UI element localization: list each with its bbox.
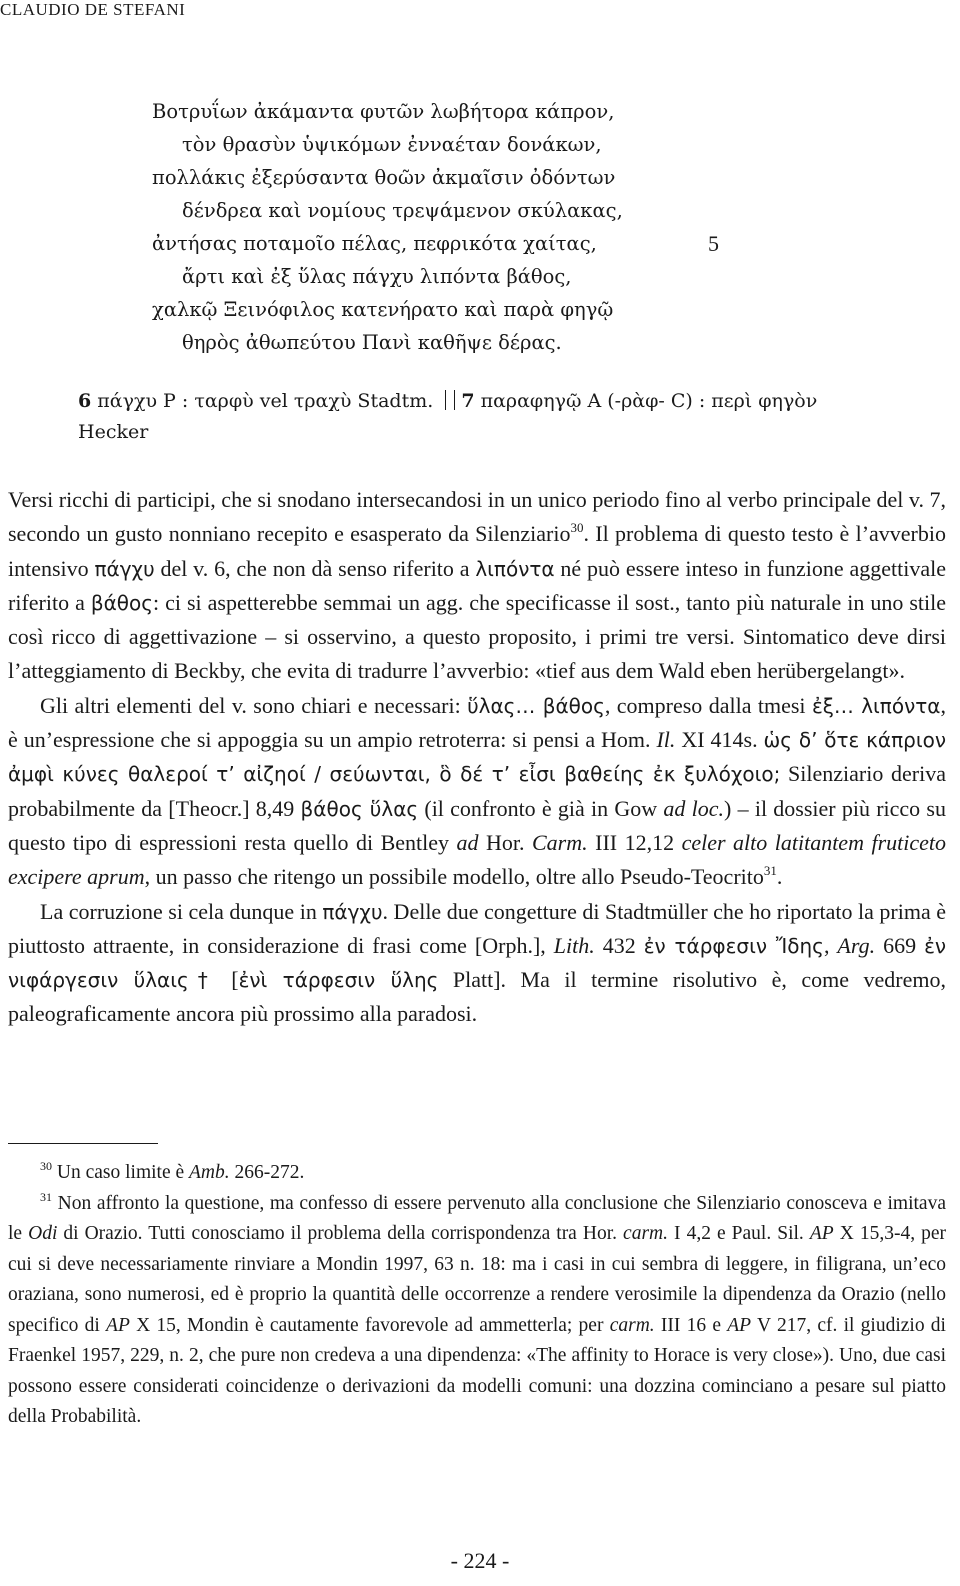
footnote-ref-31[interactable]: 31	[763, 863, 777, 879]
greek-word: βάθος	[90, 590, 154, 615]
greek-phrase: βάθος ὕλας	[300, 796, 419, 821]
greek-word: πάγχυ	[322, 899, 383, 924]
italic-citation: ad loc.	[663, 795, 725, 821]
greek-phrase: ὕλας… βάθος	[467, 693, 605, 718]
italic-citation: Amb.	[189, 1162, 230, 1183]
greek-quotation: ὡς δ’ ὅτε κάπριον ἀμφὶ κύνες θαλεροί τ’ αἰζηοί / σεύωνται, ὃ δέ τ’ εἶσι βαθείης ἐκ ξυλόχοιο;	[8, 728, 946, 787]
text-run: III 12,12	[587, 829, 682, 855]
page-number: - 224 -	[450, 1548, 510, 1573]
text-run: XI 414s.	[675, 727, 764, 753]
text-run: di Orazio. Tutti conosciamo il problema della corrispondenza tra Hor.	[57, 1223, 624, 1244]
running-head: CLAUDIO DE STEFANI	[0, 0, 186, 19]
footnotes	[8, 1158, 946, 1433]
greek-phrase: ἐν νιφάργεσιν ὕλαις†	[8, 933, 947, 993]
italic-citation: AP	[809, 1223, 834, 1244]
footnote-31	[8, 1189, 946, 1433]
italic-citation: Odi	[28, 1223, 58, 1244]
text-run: Platt]. Ma il termine risolutivo è, come vedremo, paleograficamente ancora più prossimo alla paradosi.	[8, 967, 946, 1027]
text-run: 432	[594, 932, 644, 958]
greek-phrase: ἐξ… λιπόντα	[811, 693, 941, 718]
apparatus-verse-7: 7	[461, 390, 475, 412]
italic-citation: carm.	[623, 1223, 668, 1244]
apparatus-note-6: πάγχυ P : ταρφὺ vel τραχὺ Stadtm.	[91, 390, 440, 412]
text-run: (il confronto è già in Gow	[418, 795, 664, 821]
italic-citation: Il.	[656, 727, 676, 753]
poem-line-2: τὸν θρασὺν ὑψικόμων ἐνναέταν δονάκων,	[182, 133, 602, 156]
italic-citation: Lith.	[553, 932, 595, 958]
critical-apparatus	[78, 386, 878, 448]
text-run: ) – il dossier più ricco su questo tipo di espressioni resta quello di Bentley	[8, 795, 946, 855]
text-run: [	[216, 967, 239, 993]
footnote-ref-30[interactable]: 30	[570, 520, 584, 536]
text-run: , un passo che ritengo un possibile modello, oltre allo Pseudo-Teocrito	[144, 864, 764, 890]
text-run: La corruzione si cela dunque in	[40, 898, 323, 924]
apparatus-verse-6: 6	[78, 390, 92, 412]
italic-citation: AP	[727, 1314, 752, 1336]
text-run: 266-272.	[229, 1162, 305, 1183]
text-run: V 217, cf. il giudizio di Fraenkel 1957, 229, n. 2, che pure non credeva a una dipendenza: «The affinity to Horace is very close»). Uno, due casi possono essere considerati coincidenze o derivazioni da modelli comuni: una dozzina cominciano a pesare sul piatto della Probabilità.	[8, 1314, 946, 1427]
text-run: Gli altri elementi del v. sono chiari e necessari:	[40, 692, 468, 718]
text-run: del v. 6, che non dà senso riferito a	[154, 555, 476, 581]
text-run: Hor.	[478, 829, 532, 855]
poem-line-3: πολλάκις ἐξερύσαντα θοῶν ἀκμαῖσιν ὀδόντων	[152, 166, 616, 189]
apparatus-separator	[445, 390, 455, 410]
latin-quotation: celer alto latitantem fruticeto excipere aprum	[8, 829, 946, 890]
text-run: .	[776, 864, 783, 890]
italic-citation: ad	[456, 829, 479, 855]
text-run: 669	[875, 932, 925, 958]
footnote-separator	[8, 1143, 158, 1144]
poem-line-6: ἄρτι καὶ ἐξ ὕλας πάγχυ λιπόντα βάθος,	[182, 265, 572, 288]
text-run: , compreso dalla tmesi	[604, 692, 812, 718]
commentary-paragraph-3	[8, 895, 946, 1032]
text-run: Silenziario deriva probabilmente da [Theocr.] 8,49	[8, 761, 946, 821]
footnote-number: 30	[40, 1159, 52, 1173]
poem-line-8: θηρὸς ἀθωπεύτου Πανὶ καθῆψε δέρας.	[182, 331, 562, 354]
verse-line-number: 5	[708, 231, 719, 256]
footnote-number: 31	[40, 1189, 52, 1204]
italic-citation: carm.	[609, 1314, 655, 1336]
italic-citation: Carm.	[532, 829, 588, 855]
poem-line-1: Βοτρυΐων ἀκάμαντα φυτῶν λωβήτορα κάπρον,	[152, 100, 615, 123]
text-run: : ci si aspetterebbe semmai un agg. che specificasse il sost., tanto più naturale in uno stile così ricco di aggettivazione – si osservino, a questo proposito, i primi tre versi. Sintomatico deve dirsi l’atteggiamento di Beckby, che evita di tradurre l’avverbio: «tief aus dem Wald eben herübergelangt».	[8, 589, 946, 684]
text-run: Versi ricchi di participi, che si snodano intersecandosi in un unico periodo fino al verbo principale del v. 7, secondo un gusto nonniano recepito e esasperato da Silenziario	[8, 487, 946, 547]
text-run: Non affronto la questione, ma confesso di essere pervenuto alla conclusione che Silenziario conosceva e imitava le	[8, 1192, 946, 1244]
text-run: III 16 e	[654, 1314, 728, 1336]
text-run: X 15,3-4, per cui si deve necessariamente rinviare a Mondin 1997, 63 n. 18: ma i casi in cui sembra di leggere, in filigrana, un’eco oraziana, sono numerosi, ed è proprio la quantità delle occorrenze a rendere verosimile la dipendenza da Orazio (nello specifico di	[8, 1223, 947, 1336]
italic-citation: Arg.	[837, 932, 876, 958]
greek-phrase: ἐνὶ τάρφεσιν ὕλης	[238, 968, 439, 993]
commentary-paragraph-2	[8, 689, 946, 895]
italic-citation: AP	[106, 1314, 130, 1336]
footnote-30	[8, 1158, 946, 1189]
apparatus-note-7: παραφηγῷ A (-ρὰφ- C) : περὶ φηγὸν Hecker	[78, 390, 818, 443]
text-run: né può essere inteso in funzione aggettivale riferito a	[8, 555, 946, 615]
text-run: , è un’espressione che si appoggia su un ampio retroterra: si pensi a Hom.	[8, 692, 946, 753]
text-run: I 4,2 e Paul. Sil.	[668, 1223, 810, 1244]
poem-line-4: δένδρεα καὶ νομίους τρεψάμενον σκύλακας,	[182, 199, 623, 222]
poem-line-7: χαλκῷ Ξεινόφιλος κατενήρατο καὶ παρὰ φηγῷ	[152, 298, 614, 321]
commentary-paragraph-1	[8, 483, 946, 689]
poem-line-5: ἀντήσας ποταμοῖο πέλας, πεφρικότα χαίτας,	[152, 232, 597, 255]
text-run: ,	[823, 932, 838, 958]
greek-word: πάγχυ	[94, 556, 155, 581]
commentary-body	[8, 483, 946, 1032]
text-run: . Delle due congetture di Stadtmüller che ho riportato la prima è piuttosto attraente, in considerazione di frasi come [Orph.],	[8, 898, 946, 958]
greek-word: λιπόντα	[475, 556, 555, 581]
text-run: . Il problema di questo testo è l’avverbio intensivo	[8, 521, 946, 581]
greek-phrase: ἐν τάρφεσιν Ἴδης	[643, 933, 824, 958]
text-run: Un caso limite è	[52, 1162, 190, 1183]
text-run: X 15, Mondin è cautamente favorevole ad ammetterla; per	[129, 1314, 610, 1336]
